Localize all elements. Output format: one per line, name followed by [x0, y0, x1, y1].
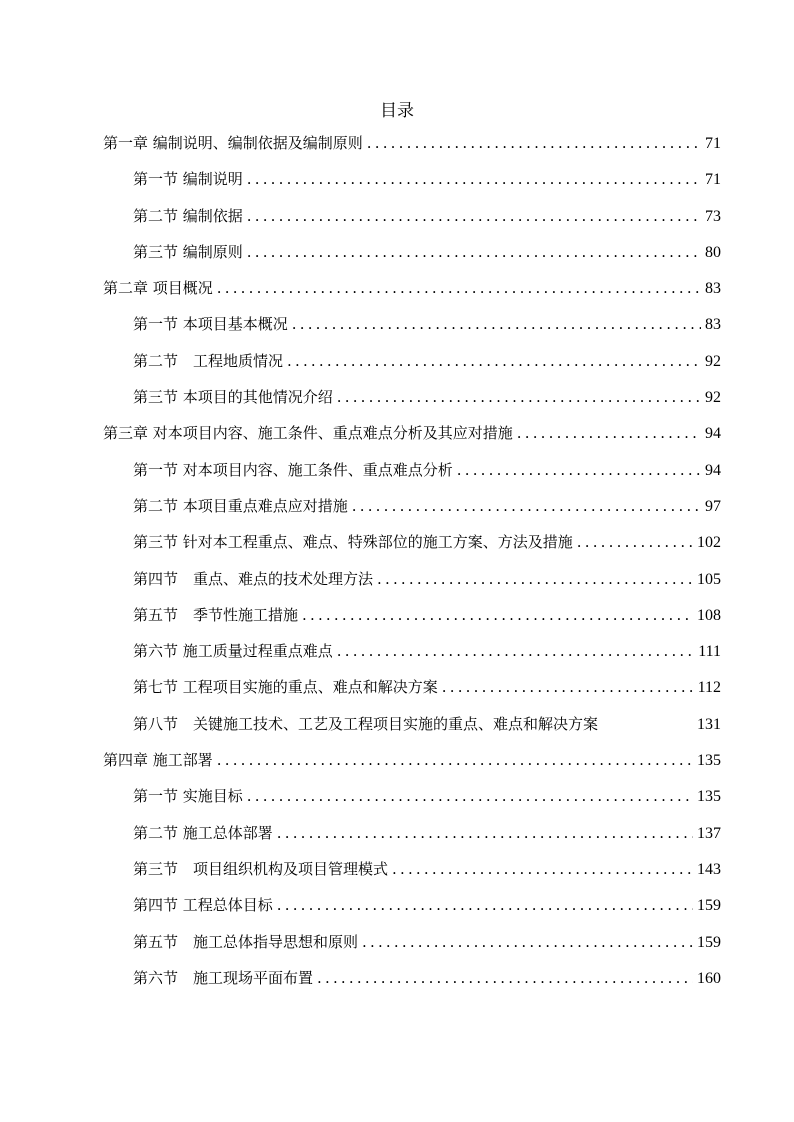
toc-section-entry[interactable]	[103, 313, 721, 349]
entry-page-number: 111	[698, 643, 721, 661]
entry-page-number: 102	[697, 534, 721, 552]
entry-page-number: 112	[697, 679, 721, 697]
toc-section-entry[interactable]	[103, 531, 721, 567]
entry-title: 第六节 施工质量过程重点难点	[133, 642, 333, 661]
toc-chapter-entry[interactable]	[103, 422, 721, 458]
toc-section-entry[interactable]	[103, 713, 721, 749]
entry-page-number: 159	[697, 897, 721, 915]
entry-page-number: 137	[697, 824, 721, 842]
dot-leader	[217, 279, 701, 297]
toc-section-entry[interactable]	[103, 168, 721, 204]
entry-title: 第二节 本项目重点难点应对措施	[133, 496, 348, 515]
toc-section-entry[interactable]	[103, 386, 721, 422]
entry-title: 第一章 编制说明、编制依据及编制原则	[103, 134, 363, 152]
entry-title: 第一节 编制说明	[133, 170, 243, 189]
entry-page-number: 97	[705, 497, 721, 515]
entry-page-number: 135	[697, 752, 721, 770]
entry-title: 第四章 施工部署	[103, 751, 213, 770]
dot-leader	[392, 860, 693, 878]
dot-leader	[367, 134, 701, 152]
dot-leader	[317, 969, 693, 987]
entry-page-number: 73	[705, 207, 721, 225]
entry-title: 第四节 重点、难点的技术处理方法	[133, 569, 374, 588]
toc-section-entry[interactable]	[103, 931, 721, 967]
entry-title: 第三节 本项目的其他情况介绍	[133, 388, 333, 407]
entry-page-number: 105	[697, 570, 721, 588]
dot-leader	[247, 207, 701, 225]
toc-section-entry[interactable]	[103, 495, 721, 531]
entry-title: 第二节 工程地质情况	[133, 351, 284, 370]
toc-section-entry[interactable]	[103, 967, 721, 1003]
toc-section-entry[interactable]	[103, 205, 721, 241]
entry-page-number: 94	[705, 461, 721, 479]
entry-page-number: 160	[697, 969, 721, 987]
toc-section-entry[interactable]	[103, 568, 721, 604]
entry-title: 第三节 项目组织机构及项目管理模式	[133, 859, 389, 878]
entry-page-number: 92	[705, 389, 721, 407]
entry-title: 第二章 项目概况	[103, 279, 213, 298]
entry-title: 第一节 本项目基本概况	[133, 315, 288, 334]
dot-leader	[292, 315, 701, 333]
dot-leader	[362, 933, 693, 951]
entry-title: 第一节 对本项目内容、施工条件、重点难点分析	[133, 460, 453, 479]
dot-leader	[247, 787, 693, 805]
dot-leader	[352, 497, 701, 515]
toc-section-entry[interactable]	[103, 350, 721, 386]
entry-title: 第一节 实施目标	[133, 787, 243, 806]
toc-chapter-entry[interactable]	[103, 749, 721, 785]
toc-section-entry[interactable]	[103, 241, 721, 277]
entry-title: 第五节 季节性施工措施	[133, 605, 299, 624]
entry-title: 第三章 对本项目内容、施工条件、重点难点分析及其应对措施	[103, 424, 513, 443]
entry-page-number: 131	[697, 715, 721, 733]
toc-chapter-entry[interactable]	[103, 277, 721, 313]
dot-leader	[247, 243, 701, 261]
dot-leader	[517, 424, 701, 442]
dot-leader	[277, 824, 693, 842]
toc-section-entry[interactable]	[103, 822, 721, 858]
entry-title: 第二节 施工总体部署	[133, 823, 273, 842]
dot-leader	[457, 461, 701, 479]
table-of-contents	[103, 132, 721, 1003]
entry-page-number: 135	[697, 788, 721, 806]
toc-section-entry[interactable]	[103, 785, 721, 821]
entry-title: 第四节 工程总体目标	[133, 896, 273, 915]
entry-title: 第二节 编制依据	[133, 206, 243, 225]
dot-leader	[302, 606, 693, 624]
dot-leader	[577, 533, 693, 551]
toc-chapter-entry[interactable]	[103, 132, 721, 168]
toc-section-entry[interactable]	[103, 640, 721, 676]
dot-leader	[337, 642, 694, 660]
entry-page-number: 94	[705, 425, 721, 443]
entry-page-number: 71	[705, 171, 721, 189]
entry-page-number: 159	[697, 933, 721, 951]
entry-page-number: 143	[697, 860, 721, 878]
entry-page-number: 83	[705, 316, 721, 334]
entry-title: 第三节 编制原则	[133, 242, 243, 261]
dot-leader	[217, 751, 693, 769]
entry-page-number: 108	[697, 606, 721, 624]
entry-page-number: 83	[705, 280, 721, 298]
entry-title: 第六节 施工现场平面布置	[133, 968, 314, 987]
toc-section-entry[interactable]	[103, 459, 721, 495]
entry-title: 第三节 针对本工程重点、难点、特殊部位的施工方案、方法及措施	[133, 533, 573, 552]
toc-section-entry[interactable]	[103, 858, 721, 894]
toc-section-entry[interactable]	[103, 676, 721, 712]
entry-title: 第五节 施工总体指导思想和原则	[133, 932, 359, 951]
toc-title: 目录	[380, 101, 414, 121]
dot-leader	[377, 570, 693, 588]
entry-page-number: 71	[705, 135, 721, 152]
toc-section-entry[interactable]	[103, 604, 721, 640]
dot-leader	[287, 352, 701, 370]
entry-title: 第八节 关键施工技术、工艺及工程项目实施的重点、难点和解决方案	[133, 714, 599, 733]
dot-leader	[247, 170, 701, 188]
dot-leader	[442, 678, 694, 696]
entry-page-number: 80	[705, 243, 721, 261]
dot-leader	[277, 896, 693, 914]
entry-page-number: 92	[705, 352, 721, 370]
toc-section-entry[interactable]	[103, 894, 721, 930]
entry-title: 第七节 工程项目实施的重点、难点和解决方案	[133, 678, 438, 697]
dot-leader	[337, 388, 701, 406]
